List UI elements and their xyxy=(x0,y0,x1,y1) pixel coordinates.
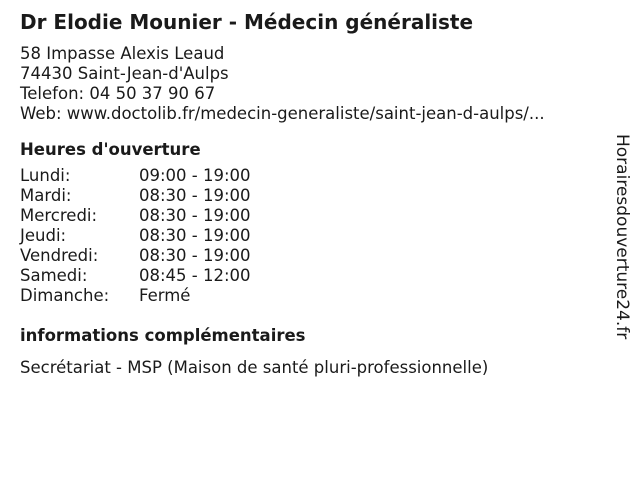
hours-time: 08:30 - 19:00 xyxy=(139,246,251,265)
address-city: 74430 Saint-Jean-d'Aulps xyxy=(20,64,229,83)
hours-day: Mardi: xyxy=(20,186,72,205)
hours-row-monday xyxy=(20,166,600,186)
hours-row-tuesday xyxy=(20,186,600,206)
hours-time: 09:00 - 19:00 xyxy=(139,166,251,185)
hours-row-friday xyxy=(20,246,600,266)
hours-day: Samedi: xyxy=(20,266,88,285)
page-title: Dr Elodie Mounier - Médecin généraliste xyxy=(20,10,474,34)
hours-day: Mercredi: xyxy=(20,206,98,225)
site-watermark: Horairesdouverture24.fr xyxy=(612,134,632,340)
phone-number: Telefon: 04 50 37 90 67 xyxy=(20,84,216,103)
hours-day: Vendredi: xyxy=(20,246,99,265)
address-street: 58 Impasse Alexis Leaud xyxy=(20,44,225,63)
doctor-card xyxy=(20,8,600,378)
hours-time: 08:30 - 19:00 xyxy=(139,226,251,245)
hours-row-wednesday xyxy=(20,206,600,226)
additional-info-heading: informations complémentaires xyxy=(20,326,306,345)
website-link[interactable]: Web: www.doctolib.fr/medecin-generaliste/saint-jean-d-aulps/... xyxy=(20,104,545,123)
hours-row-thursday xyxy=(20,226,600,246)
hours-time: 08:45 - 12:00 xyxy=(139,266,251,285)
additional-info-text: Secrétariat - MSP (Maison de santé pluri-professionnelle) xyxy=(20,358,489,377)
hours-time: 08:30 - 19:00 xyxy=(139,186,251,205)
hours-day: Jeudi: xyxy=(20,226,67,245)
hours-day: Dimanche: xyxy=(20,286,110,305)
hours-time: 08:30 - 19:00 xyxy=(139,206,251,225)
opening-hours-heading: Heures d'ouverture xyxy=(20,140,201,159)
hours-row-sunday xyxy=(20,286,600,306)
hours-time: Fermé xyxy=(139,286,191,305)
opening-hours-table xyxy=(20,166,600,306)
hours-day: Lundi: xyxy=(20,166,71,185)
hours-row-saturday xyxy=(20,266,600,286)
